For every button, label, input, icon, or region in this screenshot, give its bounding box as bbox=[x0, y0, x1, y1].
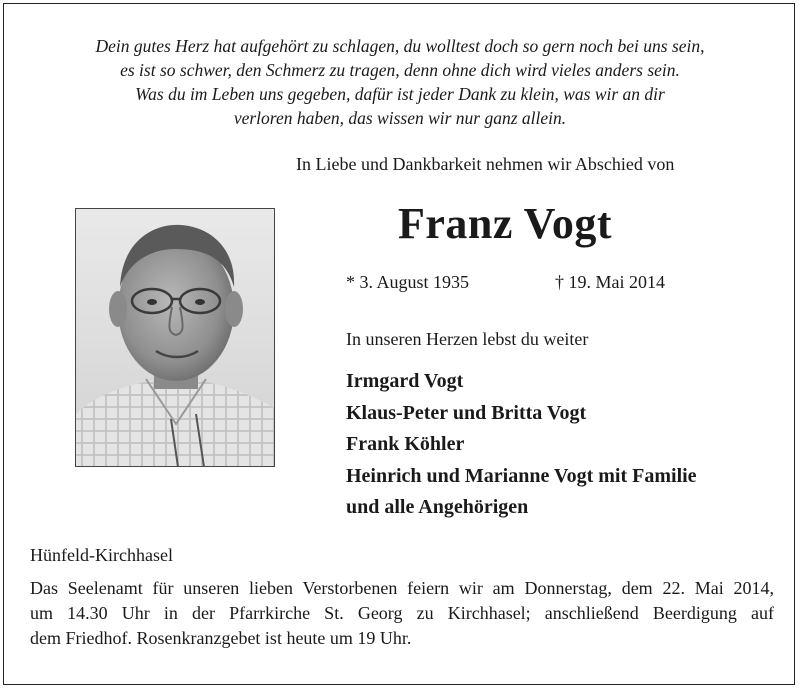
mourner: Klaus-Peter und Britta Vogt bbox=[346, 401, 587, 424]
service-line: um 14.30 Uhr in der Pfarrkirche St. Georg zu Kirchhasel; anschließend Beerdigung auf bbox=[30, 603, 774, 623]
mourner: Frank Köhler bbox=[346, 433, 465, 455]
poem-line: Dein gutes Herz hat aufgehört zu schlagen, du wolltest doch so gern noch bei uns sein, bbox=[95, 36, 705, 56]
poem bbox=[20, 34, 780, 130]
service-info bbox=[30, 576, 774, 651]
mourner: Heinrich und Marianne Vogt mit Familie bbox=[346, 464, 697, 487]
mourners-list bbox=[346, 366, 697, 524]
mourner: Irmgard Vogt bbox=[346, 370, 464, 392]
farewell-text: In Liebe und Dankbarkeit nehmen wir Abschied von bbox=[296, 154, 675, 174]
portrait-photo bbox=[75, 208, 275, 467]
service-line: Das Seelenamt für unseren lieben Verstorbenen feiern wir am Donnerstag, dem 22. Mai 2014, bbox=[30, 578, 774, 598]
place-name: Hünfeld-Kirchhasel bbox=[30, 545, 173, 565]
poem-line: Was du im Leben uns gegeben, dafür ist jeder Dank zu klein, was wir an dir bbox=[135, 84, 665, 104]
poem-line: es ist so schwer, den Schmerz zu tragen, denn ohne dich wird vieles anders sein. bbox=[120, 60, 680, 80]
death-date: † 19. Mai 2014 bbox=[555, 272, 665, 292]
birth-date: * 3. August 1935 bbox=[346, 272, 470, 292]
service-line: dem Friedhof. Rosenkranzgebet ist heute um 19 Uhr. bbox=[30, 628, 412, 648]
motto: In unseren Herzen lebst du weiter bbox=[346, 329, 589, 349]
poem-line: verloren haben, das wissen wir nur ganz allein. bbox=[233, 108, 567, 128]
deceased-name: Franz Vogt bbox=[398, 199, 612, 248]
mourner: und alle Angehörigen bbox=[346, 496, 529, 518]
